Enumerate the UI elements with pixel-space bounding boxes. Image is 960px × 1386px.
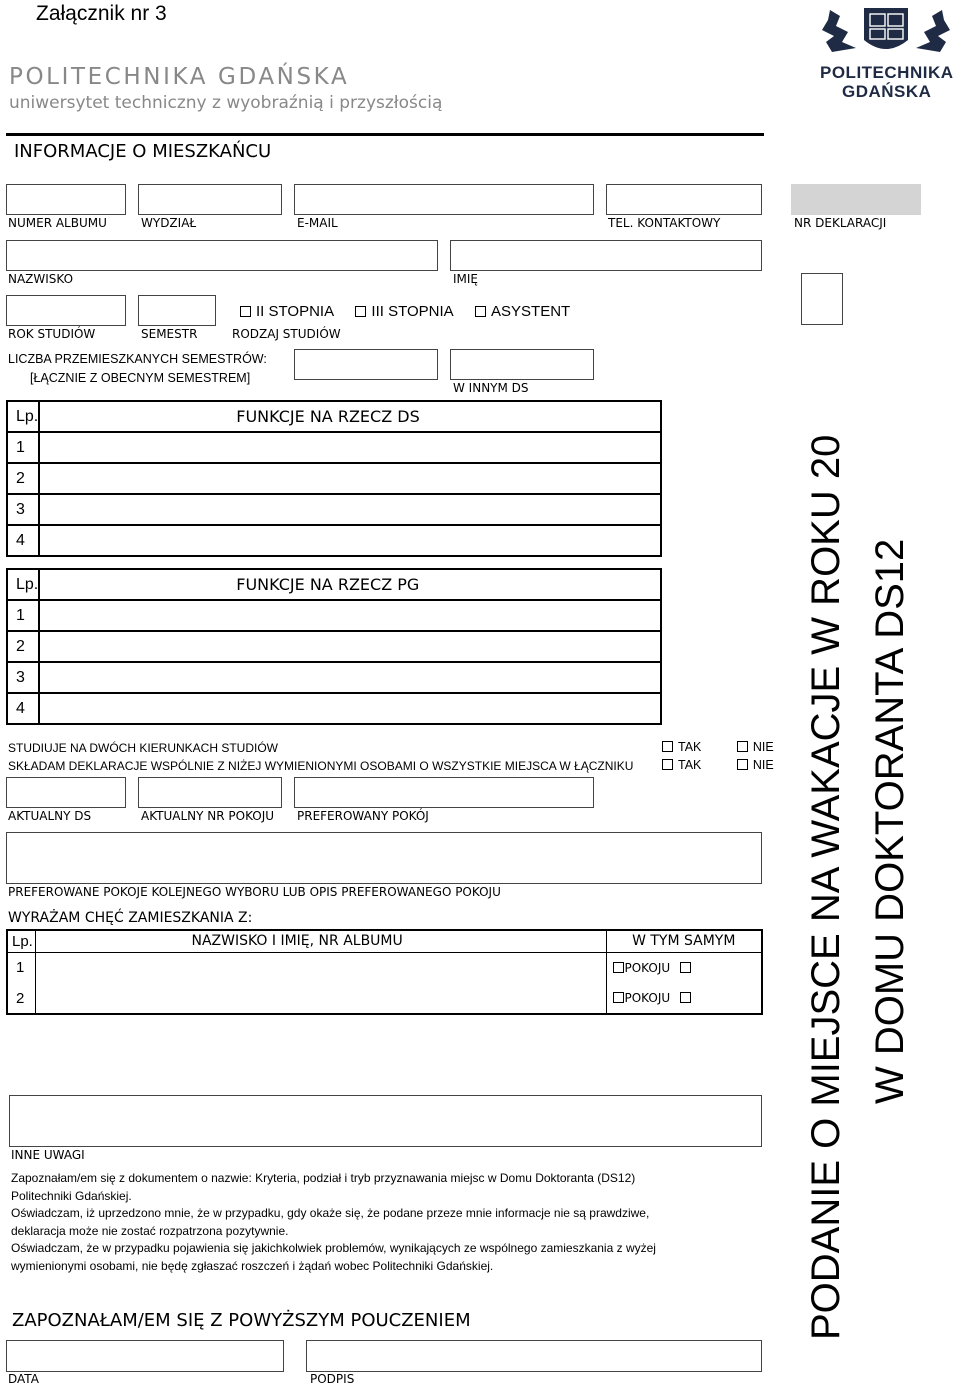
joint-question: SKŁADAM DEKLARACJE WSPÓLNIE Z NIŻEJ WYMIENIONYMI OSOBAMI O WSZYSTKIE MIEJSCA W ŁĄCZNIKU <box>8 759 634 773</box>
pokoju-checkbox[interactable] <box>613 992 624 1003</box>
logo-emblem-icon <box>812 2 960 62</box>
option-asystent[interactable]: ASYSTENT <box>475 303 570 320</box>
two-fields-options <box>662 740 774 754</box>
two-fields-no[interactable]: NIE <box>737 740 774 754</box>
declaration-line: Zapoznałam/em się z dokumentem o nazwie: Kryteria, podział i tryb przyznawania miejsc w Domu Doktoranta (DS12) <box>11 1171 636 1185</box>
stopien-options <box>240 303 570 320</box>
wydzial-input[interactable] <box>138 184 282 215</box>
inne-uwagi-input[interactable] <box>9 1095 762 1147</box>
data-label: DATA <box>8 1372 39 1386</box>
lacznik-checkbox[interactable] <box>680 962 691 973</box>
funkcje-ds-cell[interactable] <box>39 525 661 556</box>
row-number: 2 <box>7 983 35 1014</box>
funkcje-pg-title: FUNKCJE NA RZECZ PG <box>39 569 661 600</box>
acknowledge-title: ZAPOZNAŁAM/EM SIĘ Z POWYŻSZYM POUCZENIEM <box>12 1310 471 1331</box>
liczba-semestrow-note: [ŁĄCZNIE Z OBECNYM SEMESTREM] <box>30 371 251 385</box>
row-number: 2 <box>7 631 39 662</box>
rodzaj-studiow-label: RODZAJ STUDIÓW <box>232 327 341 341</box>
option-iii-stopnia[interactable]: III STOPNIA <box>355 303 452 320</box>
declaration-text <box>11 1170 656 1275</box>
pokoju-checkbox[interactable] <box>613 962 624 973</box>
table-row <box>7 631 661 662</box>
row-number: 1 <box>7 600 39 631</box>
funkcje-ds-title: FUNKCJE NA RZECZ DS <box>39 401 661 432</box>
table-row <box>7 494 661 525</box>
row-number: 4 <box>7 525 39 556</box>
no-checkbox[interactable] <box>737 759 748 770</box>
side-title-line2: W DOMU DOKTORANTA DS12 <box>868 538 912 1104</box>
w-innym-ds-label: W INNYM DS <box>453 381 529 395</box>
podpis-input[interactable] <box>306 1340 762 1372</box>
section-rule <box>6 133 764 136</box>
logo-line1: POLITECHNIKA <box>820 63 954 82</box>
cohab-options <box>606 983 762 1014</box>
imie-input[interactable] <box>450 240 762 271</box>
inne-uwagi-label: INNE UWAGI <box>11 1148 85 1162</box>
row-number: 2 <box>7 463 39 494</box>
cohab-title: WYRAŻAM CHĘĆ ZAMIESZKANIA Z: <box>8 910 253 926</box>
funkcje-ds-cell[interactable] <box>39 432 661 463</box>
preferowane-pokoje-input[interactable] <box>6 832 762 884</box>
email-input[interactable] <box>294 184 594 215</box>
cohab-name-cell[interactable] <box>35 983 606 1014</box>
two-fields-yes[interactable]: TAK <box>662 740 701 754</box>
row-number: 3 <box>7 494 39 525</box>
cohab-header <box>7 930 762 952</box>
table-row <box>7 952 762 983</box>
preferowane-pokoje-label: PREFEROWANE POKOJE KOLEJNEGO WYBORU LUB OPIS PREFEROWANEGO POKOJU <box>8 885 501 899</box>
nazwisko-input[interactable] <box>6 240 438 271</box>
declaration-line: Oświadczam, że w przypadku pojawienia się jakichkolwiek problemów, wynikających ze wspólnego zamieszkania z wyżej <box>11 1241 656 1255</box>
funkcje-pg-table <box>6 568 662 725</box>
funkcje-ds-header <box>7 401 661 432</box>
lacznik-checkbox[interactable] <box>680 992 691 1003</box>
declaration-line: Politechniki Gdańskiej. <box>11 1188 132 1203</box>
preferowany-pokoj-label: PREFEROWANY POKÓJ <box>297 809 429 823</box>
same-col-header: W TYM SAMYM <box>606 930 762 952</box>
two-fields-question: STUDIUJE NA DWÓCH KIERUNKACH STUDIÓW <box>8 741 279 755</box>
table-row <box>7 525 661 556</box>
nazwisko-label: NAZWISKO <box>8 272 74 286</box>
table-row <box>7 432 661 463</box>
numer-albumu-input[interactable] <box>6 184 126 215</box>
rok-studiow-input[interactable] <box>6 295 126 326</box>
iii-stopnia-checkbox[interactable] <box>355 306 366 317</box>
yes-checkbox[interactable] <box>662 759 673 770</box>
pokoju-label: POKOJU <box>624 960 671 975</box>
liczba-semestrow-label: LICZBA PRZEMIESZKANYCH SEMESTRÓW: <box>8 352 267 366</box>
table-row <box>7 600 661 631</box>
semestry-inny-ds-input[interactable] <box>450 349 594 380</box>
lp-header: Lp. <box>7 569 39 600</box>
tel-label: TEL. KONTAKTOWY <box>608 216 721 230</box>
table-row <box>7 693 661 724</box>
joint-no[interactable]: NIE <box>737 758 774 772</box>
no-checkbox[interactable] <box>737 741 748 752</box>
funkcje-ds-table <box>6 400 662 557</box>
imie-label: IMIĘ <box>453 272 479 286</box>
cohab-name-cell[interactable] <box>35 952 606 983</box>
funkcje-pg-cell[interactable] <box>39 600 661 631</box>
cohab-options <box>606 952 762 983</box>
name-col-header: NAZWISKO I IMIĘ, NR ALBUMU <box>35 930 606 952</box>
semestr-input[interactable] <box>138 295 216 326</box>
preferowany-pokoj-input[interactable] <box>294 777 594 808</box>
asystent-checkbox[interactable] <box>475 306 486 317</box>
row-number: 3 <box>7 662 39 693</box>
university-tagline: uniwersytet techniczny z wyobraźnią i przyszłością <box>9 93 443 113</box>
lp-header: Lp. <box>7 930 35 952</box>
wydzial-label: WYDZIAŁ <box>141 216 197 230</box>
tel-input[interactable] <box>606 184 762 215</box>
funkcje-pg-cell[interactable] <box>39 693 661 724</box>
data-input[interactable] <box>6 1340 284 1372</box>
logo-line2: GDAŃSKA <box>842 82 932 101</box>
lp-header: Lp. <box>7 401 39 432</box>
option-ii-stopnia[interactable]: II STOPNIA <box>240 303 333 320</box>
funkcje-pg-cell[interactable] <box>39 662 661 693</box>
year-input[interactable] <box>801 273 843 325</box>
pokoju-label: POKOJU <box>624 991 671 1005</box>
section-title: INFORMACJE O MIESZKAŃCU <box>14 141 272 162</box>
row-number: 1 <box>7 432 39 463</box>
funkcje-ds-cell[interactable] <box>39 463 661 494</box>
joint-options <box>662 758 774 772</box>
nr-deklaracji-box <box>791 184 921 215</box>
declaration-line: Oświadczam, iż uprzedzono mnie, że w przypadku, gdy okaże się, że podane przeze mnie informacje nie są prawdziwe, <box>11 1206 650 1220</box>
nr-deklaracji-label: NR DEKLARACJI <box>794 216 887 230</box>
joint-yes[interactable]: TAK <box>662 758 701 772</box>
aktualny-pokoj-input[interactable] <box>138 777 282 808</box>
university-logo <box>812 2 960 100</box>
table-row <box>7 662 661 693</box>
university-name: POLITECHNIKA GDAŃSKA <box>9 64 350 90</box>
table-row <box>7 463 661 494</box>
podpis-label: PODPIS <box>310 1372 355 1386</box>
declaration-line: deklaracja może nie zostać rozpatrzona pozytywnie. <box>11 1223 289 1238</box>
row-number: 1 <box>7 952 35 983</box>
numer-albumu-label: NUMER ALBUMU <box>8 216 107 230</box>
aktualny-pokoj-label: AKTUALNY NR POKOJU <box>141 809 275 823</box>
semestr-label: SEMESTR <box>141 327 198 341</box>
aktualny-ds-label: AKTUALNY DS <box>8 809 92 823</box>
semestry-ds12-input[interactable] <box>294 349 438 380</box>
table-row <box>7 983 762 1014</box>
funkcje-ds-cell[interactable] <box>39 494 661 525</box>
yes-checkbox[interactable] <box>662 741 673 752</box>
ii-stopnia-checkbox[interactable] <box>240 306 251 317</box>
aktualny-ds-input[interactable] <box>6 777 126 808</box>
attachment-label: Załącznik nr 3 <box>36 2 167 25</box>
funkcje-pg-cell[interactable] <box>39 631 661 662</box>
side-title-line1: PODANIE O MIEJSCE NA WAKACJE W ROKU 20 <box>804 434 848 1340</box>
rok-studiow-label: ROK STUDIÓW <box>8 327 96 341</box>
email-label: E-MAIL <box>297 216 338 230</box>
funkcje-pg-header <box>7 569 661 600</box>
row-number: 4 <box>7 693 39 724</box>
declaration-line: wymienionymi osobami, nie będę zgłaszać roszczeń i żądań wobec Politechniki Gdańskiej. <box>11 1258 494 1273</box>
cohab-table <box>6 929 763 1015</box>
